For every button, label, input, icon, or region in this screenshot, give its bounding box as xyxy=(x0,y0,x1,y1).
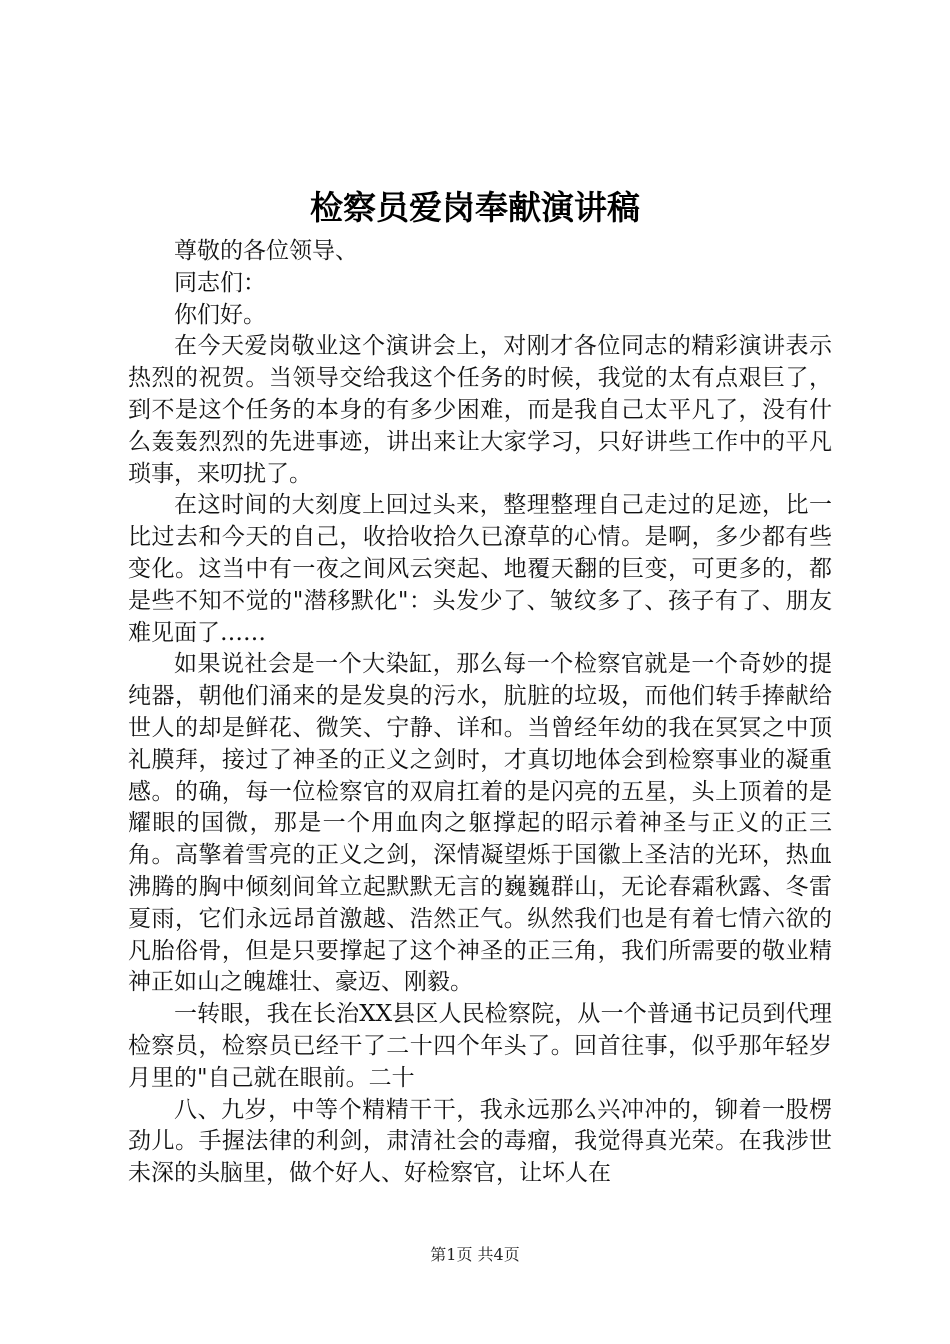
body-paragraph-4: 一转眼，我在长治XX县区人民检察院，从一个普通书记员到代理检察员，检察员已经干了二十四个年头了。回首往事，似乎那年轻岁月里的"自己就在眼前。二十 xyxy=(128,1001,832,1091)
salutation-line-1: 尊敬的各位领导、 xyxy=(174,238,358,264)
page-number-footer: 第1页 共4页 xyxy=(430,1245,520,1264)
document-title: 检察员爱岗奉献演讲稿 xyxy=(310,188,640,227)
greeting-line: 你们好。 xyxy=(174,301,266,328)
body-paragraph-1: 在今天爱岗敬业这个演讲会上，对刚才各位同志的精彩演讲表示热烈的祝贺。当领导交给我这个任务的时候，我觉的太有点艰巨了，到不是这个任务的本身的有多少困难，而是我自己太平凡了，没有什么轰轰烈烈的先进事迹，讲出来让大家学习，只好讲些工作中的平凡琐事，来叨扰了。 xyxy=(128,333,832,487)
salutation-line-2: 同志们： xyxy=(174,269,266,296)
body-paragraph-5: 八、九岁，中等个精精干干，我永远那么兴冲冲的，铆着一股楞劲儿。手握法律的利剑，肃清社会的毒瘤，我觉得真光荣。在我涉世未深的头脑里，做个好人、好检察官，让坏人在 xyxy=(128,1096,832,1187)
body-paragraph-3: 如果说社会是一个大染缸，那么每一个检察官就是一个奇妙的提纯器，朝他们涌来的是发臭的污水，肮脏的垃圾，而他们转手捧献给世人的却是鲜花、微笑、宁静、详和。当曾经年幼的我在冥冥之中顶礼膜拜，接过了神圣的正义之剑时，才真切地体会到检察事业的凝重感。的确，每一位检察官的双肩扛着的是闪亮的五星，头上顶着的是耀眼的国微，那是一个用血肉之躯撑起的昭示着神圣与正义的正三角。高擎着雪亮的正义之剑，深情凝望烁于国徽上圣洁的光环，热血沸腾的胸中倾刻间耸立起默默无言的巍巍群山，无论春霜秋露、冬雷夏雨，它们永远昂首激越、浩然正气。纵然我们也是有着七情六欲的凡胎俗骨，但是只要撑起了这个神圣的正三角，我们所需要的敬业精神正如山之魄雄壮、豪迈、刚毅。 xyxy=(128,651,832,996)
body-paragraph-2: 在这时间的大刻度上回过头来，整理整理自己走过的足迹，比一比过去和今天的自己，收拾收拾久已潦草的心情。是啊，多少都有些变化。这当中有一夜之间风云突起、地覆天翻的巨变，可更多的，都是些不知不觉的"潜移默化"：头发少了、皱纹多了、孩子有了、朋友难见面了…… xyxy=(128,492,832,646)
document-body xyxy=(128,236,832,1190)
